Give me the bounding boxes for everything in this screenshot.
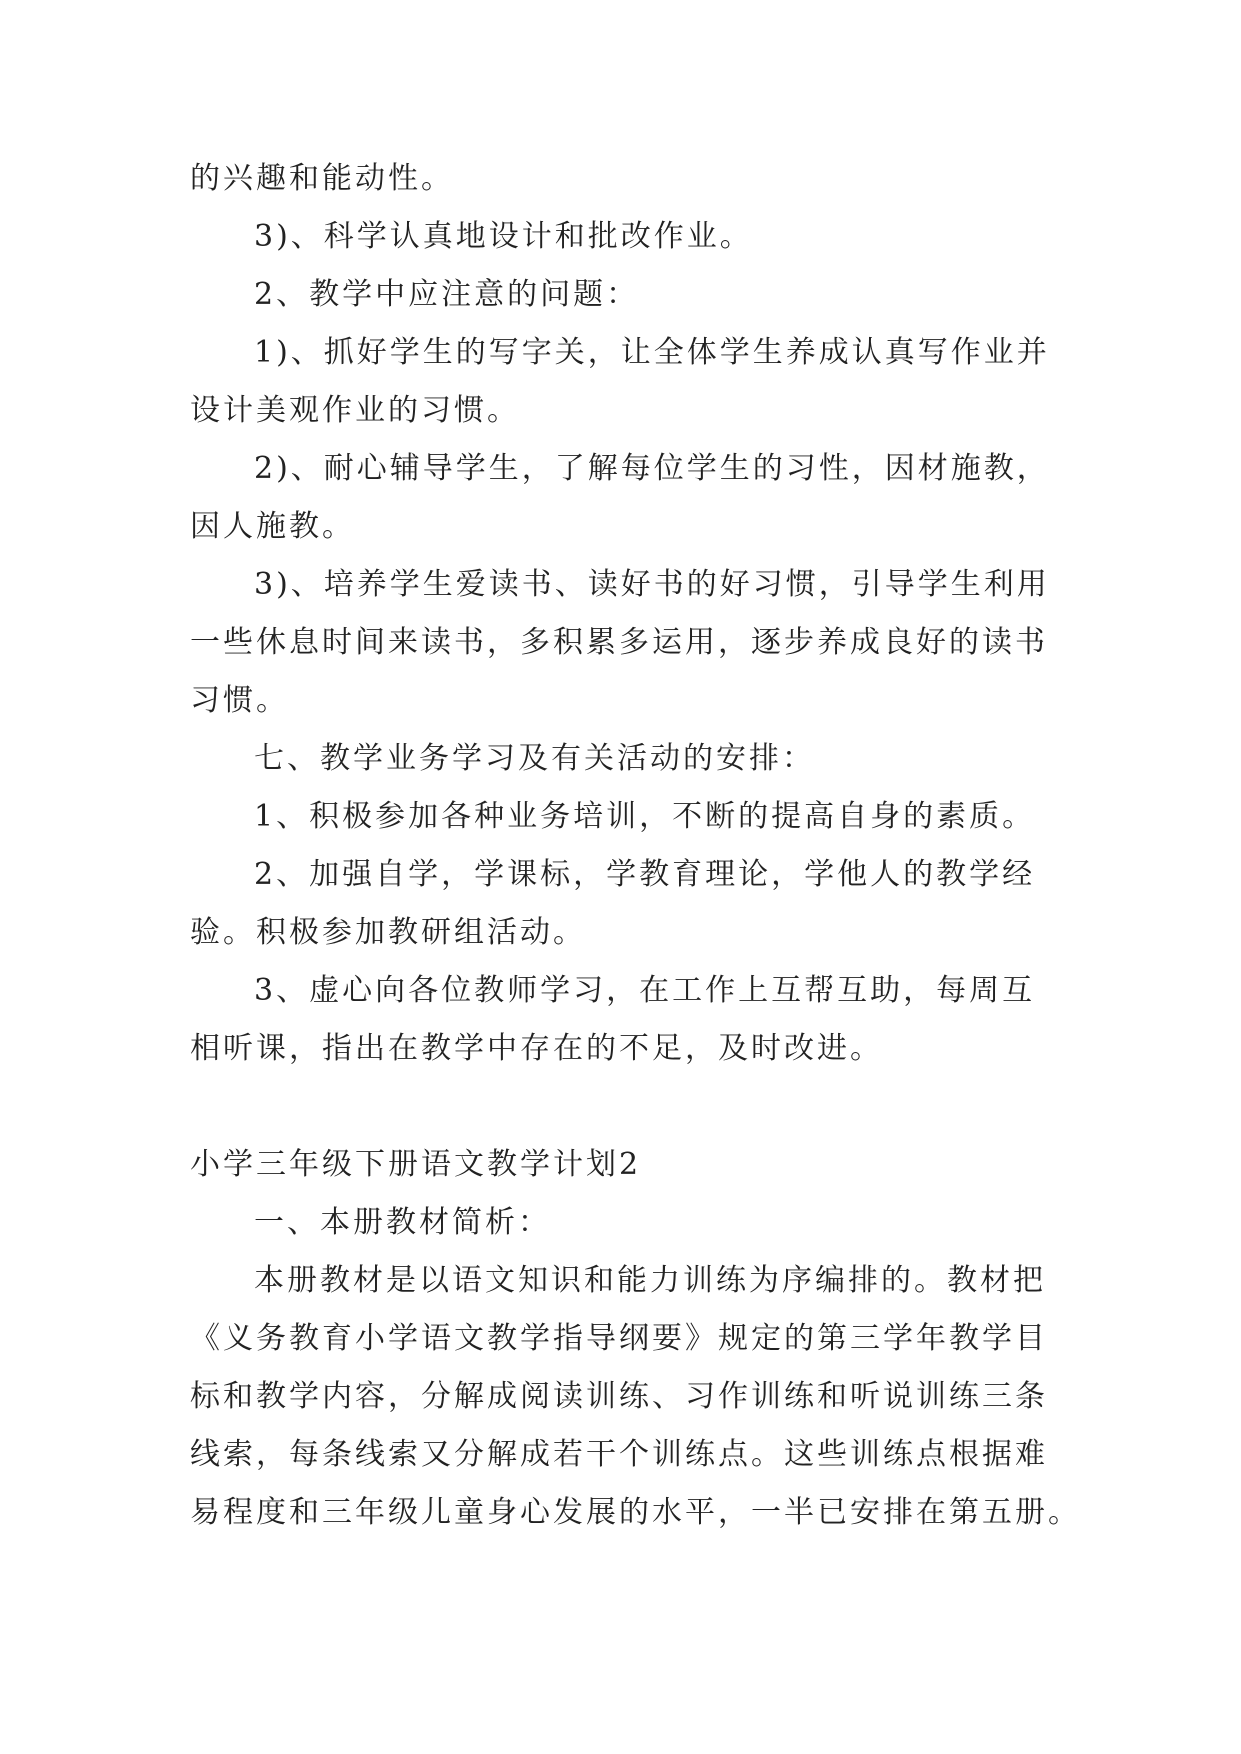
text-line: 易程度和三年级儿童身心发展的水平，一半已安排在第五册。: [190, 1495, 1081, 1530]
text-line: 线索，每条线索又分解成若干个训练点。这些训练点根据难: [190, 1437, 1048, 1472]
text-line: 验。积极参加教研组活动。: [190, 915, 586, 950]
text-line: 本册教材是以语文知识和能力训练为序编排的。教材把: [254, 1263, 1046, 1298]
document-body: [190, 150, 1081, 1542]
text-line: 标和教学内容，分解成阅读训练、习作训练和听说训练三条: [190, 1379, 1048, 1414]
text-line: 2、教学中应注意的问题：: [254, 277, 640, 312]
text-line: 七、教学业务学习及有关活动的安排：: [254, 741, 815, 776]
text-line: 一些休息时间来读书，多积累多运用，逐步养成良好的读书: [190, 625, 1048, 660]
text-line: 的兴趣和能动性。: [190, 161, 454, 196]
text-line: 3)、科学认真地设计和批改作业。: [254, 219, 753, 254]
text-line: 一、本册教材简析：: [254, 1205, 551, 1240]
text-line: 3、虚心向各位教师学习，在工作上互帮互助，每周互: [254, 973, 1036, 1008]
text-line: 相听课，指出在教学中存在的不足，及时改进。: [190, 1031, 883, 1066]
text-line: 1)、抓好学生的写字关，让全体学生养成认真写作业并: [254, 335, 1050, 370]
text-line: 1、积极参加各种业务培训，不断的提高自身的素质。: [254, 799, 1036, 834]
text-line: 《义务教育小学语文教学指导纲要》规定的第三学年教学目: [190, 1321, 1048, 1356]
text-line: 设计美观作业的习惯。: [190, 393, 520, 428]
text-line: 2)、耐心辅导学生，了解每位学生的习性，因材施教，: [254, 451, 1050, 486]
text-line: 3)、培养学生爱读书、读好书的好习惯，引导学生利用: [254, 567, 1050, 602]
text-line: 因人施教。: [190, 509, 355, 544]
section-title: 小学三年级下册语文教学计划2: [190, 1147, 642, 1182]
text-line: 习惯。: [190, 683, 289, 718]
text-line: 2、加强自学，学课标，学教育理论，学他人的教学经: [254, 857, 1036, 892]
